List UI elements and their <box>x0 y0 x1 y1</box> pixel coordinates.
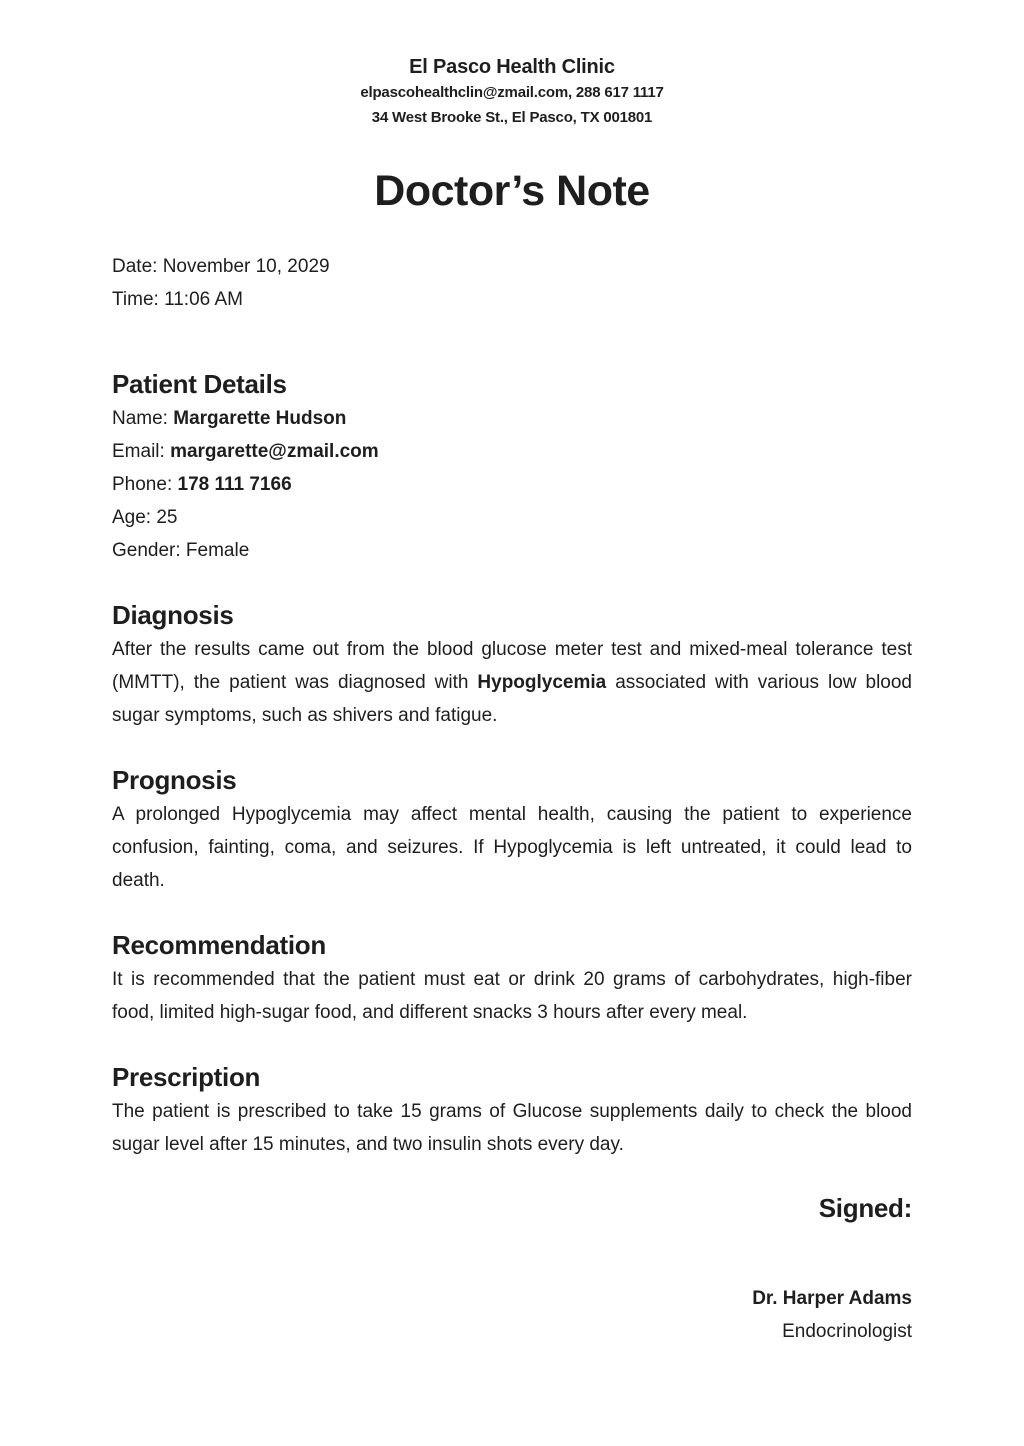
note-meta <box>112 250 330 316</box>
patient-phone-row <box>112 468 912 501</box>
prognosis-heading: Prognosis <box>112 765 237 795</box>
patient-email-value: margarette@zmail.com <box>170 441 379 462</box>
recommendation-section <box>112 927 912 1029</box>
signed-label: Signed: <box>818 1193 912 1223</box>
diagnosis-heading: Diagnosis <box>112 600 234 630</box>
diagnosis-text-end: associated with various low blood sugar symptoms, such as shivers and fatigue. <box>112 672 912 726</box>
patient-email-label: Email: <box>112 441 171 462</box>
recommendation-heading: Recommendation <box>112 930 326 960</box>
prescription-text: The patient is prescribed to take 15 grams of Glucose supplements daily to check the blood sugar level after 15 minutes, and two insulin shots every day. <box>112 1101 912 1155</box>
prognosis-section <box>112 762 912 897</box>
patient-gender: Gender: Female <box>112 540 250 561</box>
patient-name-value: Margarette Hudson <box>173 408 347 429</box>
recommendation-text: It is recommended that the patient must eat or drink 20 grams of carbohydrates, high-fiber food, limited high-sugar food, and different snacks 3 hours after every meal. <box>112 969 912 1023</box>
patient-phone-label: Phone: <box>112 474 178 495</box>
patient-phone-value: 178 111 7166 <box>177 474 292 495</box>
diagnosis-section <box>112 597 912 732</box>
patient-email-row <box>112 435 912 468</box>
note-time: Time: 11:06 AM <box>112 289 243 310</box>
clinic-address: 34 West Brooke St., El Pasco, TX 001801 <box>371 109 653 126</box>
signature-block <box>752 1282 912 1348</box>
patient-name-row <box>112 402 912 435</box>
clinic-name: El Pasco Health Clinic <box>409 56 615 78</box>
doctor-title: Endocrinologist <box>782 1321 912 1342</box>
patient-details-heading: Patient Details <box>112 369 287 399</box>
clinic-contact: elpascohealthclin@zmail.com, 288 617 1117 <box>360 84 664 101</box>
note-date: Date: November 10, 2029 <box>112 256 330 277</box>
page-title: Doctor’s Note <box>374 167 650 215</box>
prescription-section <box>112 1059 912 1161</box>
doctor-name: Dr. Harper Adams <box>752 1288 912 1309</box>
prescription-heading: Prescription <box>112 1062 261 1092</box>
prognosis-text: A prolonged Hypoglycemia may affect mental health, causing the patient to experience confusion, fainting, coma, and seizures. If Hypoglycemia is left untreated, it could lead to death. <box>112 804 912 891</box>
patient-age: Age: 25 <box>112 507 178 528</box>
patient-name-label: Name: <box>112 408 174 429</box>
letterhead <box>0 54 1024 130</box>
diagnosis-condition: Hypoglycemia <box>477 672 607 693</box>
patient-details-section <box>112 366 912 567</box>
diagnosis-text-start: After the results came out from the blood glucose meter test and mixed-meal tolerance test (MMTT), the patient was diagnosed with <box>112 639 912 693</box>
diagnosis-text <box>112 633 912 732</box>
